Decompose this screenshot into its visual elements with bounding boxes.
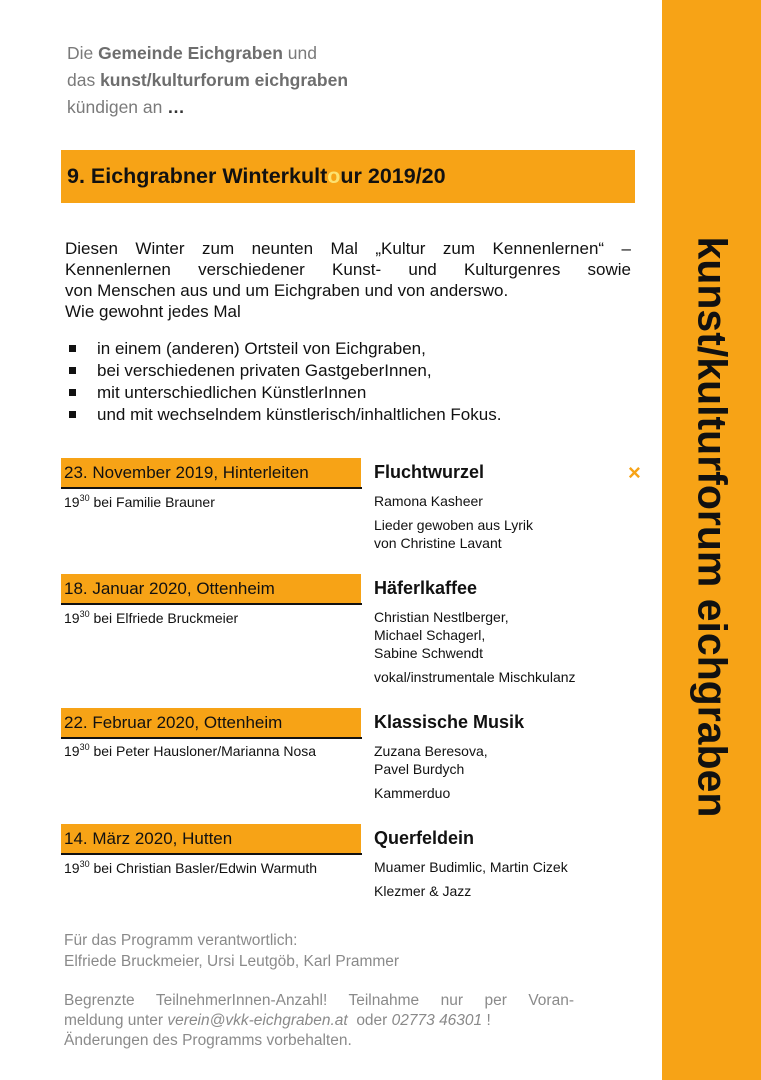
event-time-host: [64, 743, 316, 759]
time-minute: 30: [79, 859, 90, 869]
intro-text: kündigen an: [67, 97, 168, 117]
event-title: Querfeldein: [374, 828, 475, 848]
divider: [61, 487, 362, 489]
event-description: Lieder gewoben aus Lyrik: [374, 517, 534, 533]
event-performer: Sabine Schwendt: [374, 645, 483, 661]
event-title: Klassische Musik: [374, 712, 525, 732]
intro-text: das: [67, 70, 101, 90]
footer-note-line: Änderungen des Programms vorbehalten.: [64, 1032, 352, 1049]
bullet-text: und mit wechselndem künstlerisch/inhaltlichen Fokus.: [97, 405, 502, 424]
event-date-bar: [61, 458, 361, 488]
bullet-list: [65, 338, 631, 426]
event-performer: Pavel Burdych: [374, 761, 465, 777]
footer-note: [64, 991, 574, 1051]
description-line: Diesen Winter zum neunten Mal „Kultur zum Kennenlernen“ –: [65, 239, 631, 258]
bullet-square-icon: [69, 389, 76, 396]
event-description: Klezmer & Jazz: [374, 883, 472, 899]
event-host: bei Christian Basler/Edwin Warmuth: [89, 860, 318, 876]
title-part: 9. Eichgrabner Winterkult: [67, 164, 328, 188]
footer-responsible: [64, 930, 399, 972]
title-highlight-o: o: [327, 164, 341, 188]
event-title: Häferlkaffee: [374, 578, 478, 598]
bullet-text: bei verschiedenen privaten GastgeberInnen,: [97, 361, 432, 380]
event-performer: Muamer Budimlic, Martin Cizek: [374, 859, 568, 875]
bullet-square-icon: [69, 411, 76, 418]
description-line: von Menschen aus und um Eichgraben und von anderswo.: [65, 281, 509, 300]
event-date: 22. Februar 2020, Ottenheim: [64, 713, 283, 732]
event-time-host: [64, 860, 317, 876]
list-item: [65, 338, 631, 360]
time-minute: 30: [79, 742, 90, 752]
description-line: Kennenlernen verschiedener Kunst- und Kulturgenres sowie: [65, 260, 631, 279]
event-date-bar: [61, 574, 361, 604]
event-time-host: [64, 610, 238, 626]
event-date: 23. November 2019, Hinterleiten: [64, 463, 309, 482]
event-description: vokal/instrumentale Mischkulanz: [374, 669, 576, 685]
title-bar: [61, 150, 635, 203]
time-hour: 19: [64, 494, 80, 510]
bullet-text: in einem (anderen) Ortsteil von Eichgraben,: [97, 339, 426, 358]
description-line: Wie gewohnt jedes Mal: [65, 302, 241, 321]
event-host: bei Peter Hausloner/Marianna Nosa: [89, 743, 317, 759]
divider: [61, 603, 362, 605]
list-item: [65, 360, 631, 382]
sidebar-brand-text: kunst/kulturforum eichgraben: [689, 236, 735, 818]
event-date-bar: [61, 824, 361, 854]
event-performer: Ramona Kasheer: [374, 493, 483, 509]
bullet-square-icon: [69, 345, 76, 352]
intro-ellipsis: …: [167, 97, 185, 117]
footer-note-text: meldung unter: [64, 1012, 168, 1029]
event-time-host: [64, 494, 215, 510]
intro-block: [67, 40, 627, 121]
footer-names: Elfriede Bruckmeier, Ursi Leutgöb, Karl Prammer: [64, 953, 400, 970]
email-link[interactable]: verein@vkk-eichgraben.at: [167, 1012, 348, 1029]
time-hour: 19: [64, 743, 80, 759]
list-item: [65, 382, 631, 404]
phone-number[interactable]: 02773 46301: [391, 1012, 483, 1029]
intro-text: und: [282, 43, 317, 63]
bullet-square-icon: [69, 367, 76, 374]
title-part: ur 2019/20: [340, 164, 446, 188]
event-host: bei Elfriede Bruckmeier: [89, 610, 239, 626]
footer-label: Für das Programm verantwortlich:: [64, 932, 298, 949]
list-item: [65, 404, 631, 426]
divider: [61, 737, 362, 739]
event-performer: Christian Nestlberger,: [374, 609, 509, 625]
event-date: 14. März 2020, Hutten: [64, 829, 233, 848]
event-date: 18. Januar 2020, Ottenheim: [64, 579, 275, 598]
intro-forum: kunst/kulturforum eichgraben: [100, 70, 349, 90]
event-date-bar: [61, 708, 361, 738]
bullet-text: mit unterschiedlichen KünstlerInnen: [97, 383, 367, 402]
time-minute: 30: [79, 609, 90, 619]
time-hour: 19: [64, 610, 80, 626]
time-minute: 30: [79, 493, 90, 503]
time-hour: 19: [64, 860, 80, 876]
event-performer: Zuzana Beresova,: [374, 743, 488, 759]
x-mark-icon: ×: [628, 460, 641, 485]
page-title: [67, 164, 446, 189]
event-title: Fluchtwurzel: [374, 462, 485, 482]
divider: [61, 853, 362, 855]
event-description: von Christine Lavant: [374, 535, 502, 551]
intro-text: Die: [67, 43, 99, 63]
event-performer: Michael Schagerl,: [374, 627, 486, 643]
description: [65, 238, 631, 322]
event-description: Kammerduo: [374, 785, 451, 801]
sidebar: [662, 0, 761, 1080]
footer-note-line: Begrenzte TeilnehmerInnen-Anzahl! Teilnahme nur per Voran-: [64, 992, 574, 1009]
event-host: bei Familie Brauner: [89, 494, 215, 510]
footer-note-text: !: [482, 1012, 491, 1029]
intro-municipality: Gemeinde Eichgraben: [98, 43, 283, 63]
footer-note-text: oder: [347, 1012, 392, 1029]
